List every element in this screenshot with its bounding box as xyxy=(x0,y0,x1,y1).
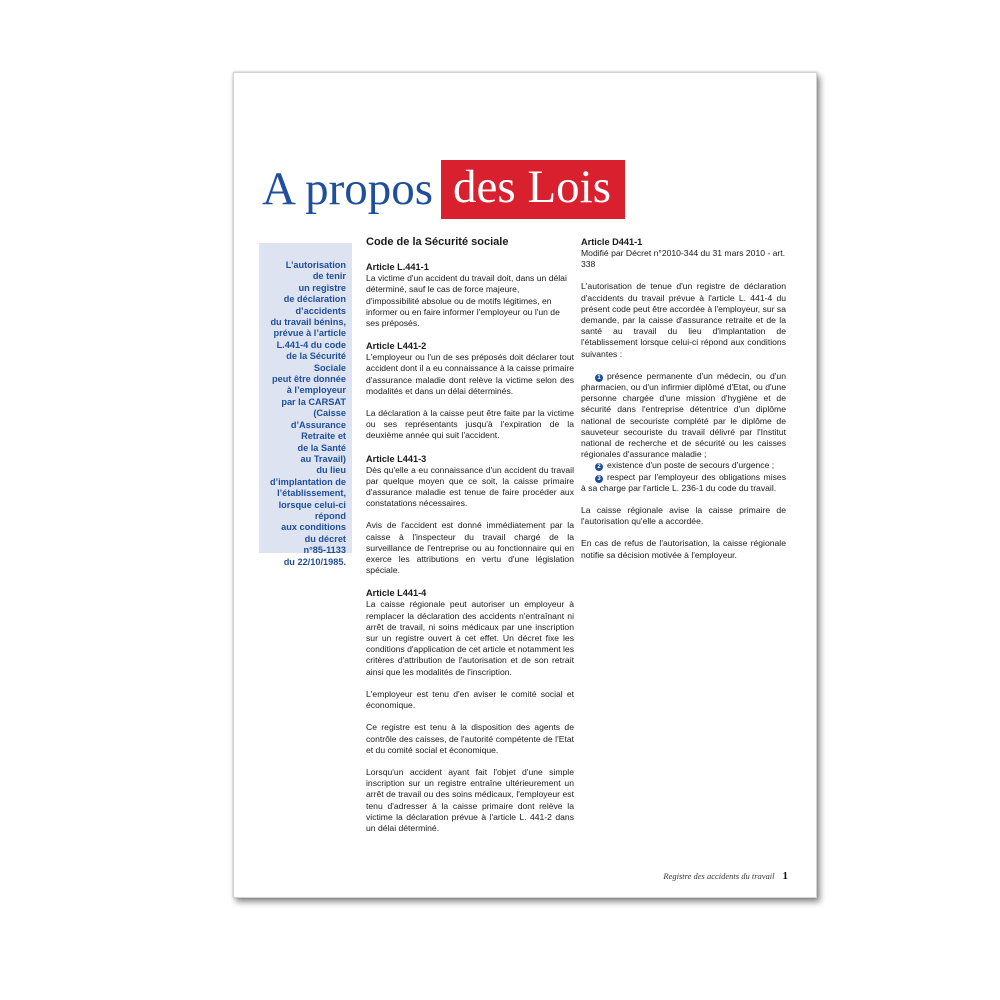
article-l441-2 xyxy=(366,341,574,441)
list-item xyxy=(581,472,786,494)
article-l441-4 xyxy=(366,588,574,834)
section-heading: Code de la Sécurité sociale xyxy=(366,236,509,248)
article-paragraph: La caisse régionale peut autoriser un employeur à remplacer la déclaration des accidents n'entraînant ni arrêt de travail, ni soins médicaux par une inscription sur un registre ouvert à cet effet. Un décret fixe les conditions d'application de cet article et notamment les critères d'attribution de l'autorisation et de son retrait ainsi que les modalités de l'inscription. xyxy=(366,599,575,677)
article-title: Article L.441-1 xyxy=(366,262,429,273)
sidebar-note: L’autorisation de tenir un registre de déclaration d’accidents du travail bénins, prévue à l’article L.441-4 du code de la Sécurité Sociale peut être donnée à l’employeur par la CARSAT (Caisse d’Assurance Retraite et de la Santé au Travail) du lieu d’implantation de l’établissement, lorsque celui-ci répond aux conditions du décret n°85-1133 du 22/10/1985. xyxy=(259,243,352,553)
article-paragraph: La caisse régionale avise la caisse primaire de l'autorisation qu'elle a accordée. xyxy=(581,505,786,527)
list-item-text: existence d'un poste de secours d'urgence ; xyxy=(607,460,775,471)
list-item-text: respect par l'employeur des obligations mises à sa charge par l'article L. 236-1 du code du travail. xyxy=(581,471,786,493)
article-paragraph: L'employeur ou l'un de ses préposés doit déclarer tout accident dont il a eu connaissance à la caisse primaire d'assurance maladie dont relève la victime selon des modalités et dans un délai déterminés. xyxy=(366,352,574,396)
article-paragraph: Ce registre est tenu à la disposition des agents de contrôle des caisses, de l'autorité compétente de l'Etat et du comité social et économique. xyxy=(366,722,574,755)
article-paragraph: En cas de refus de l'autorisation, la caisse régionale notifie sa décision motivée à l'employeur. xyxy=(581,538,786,560)
page-footer xyxy=(663,870,788,882)
page-title xyxy=(262,161,625,217)
footer-title: Registre des accidents du travail xyxy=(663,871,775,881)
document-page xyxy=(233,72,817,898)
page-number: 1 xyxy=(782,870,788,882)
article-l441-3 xyxy=(366,454,574,577)
list-item-text: présence permanente d'un médecin, ou d'un pharmacien, ou d'un infirmier diplômé d'Etat, ou d'une personne chargée d'une mission d'hygiène et de sécurité dans l'entreprise détentrice d'un diplôme national de secouriste complété par le diplôme de sauveteur secouriste du travail délivré par l'Institut national de recherche et de sécurité ou les caisses régionales d'assurance maladie ; xyxy=(581,370,786,460)
column-2 xyxy=(581,237,786,572)
title-part-2: des Lois xyxy=(441,160,625,219)
list-item xyxy=(581,460,786,471)
article-paragraph: L'employeur est tenu d'en aviser le comité social et économique. xyxy=(366,688,574,711)
article-paragraph: Avis de l'accident est donné immédiatement par la caisse à l'inspecteur du travail chargé de la surveillance de l'entreprise ou au fonctionnaire qui en exerce les attributions en vertu d'une législation spéciale. xyxy=(366,520,574,576)
number-1-icon: 1 xyxy=(595,374,603,382)
article-subtitle: Modifié par Décret n°2010-344 du 31 mars 2010 - art. 338 xyxy=(581,248,786,270)
article-paragraph: La déclaration à la caisse peut être faite par la victime ou ses représentants jusqu'à l'expiration de la deuxième année qui suit l'accident. xyxy=(366,408,574,441)
article-title: Article D441-1 xyxy=(581,237,643,247)
list-item xyxy=(581,371,786,461)
title-part-1: A propos xyxy=(262,162,434,215)
article-title: Article L441-3 xyxy=(366,453,427,464)
article-title: Article L441-4 xyxy=(366,588,427,599)
number-2-icon: 2 xyxy=(595,463,603,471)
column-1 xyxy=(366,237,574,846)
article-title: Article L441-2 xyxy=(366,341,427,352)
article-l441-1 xyxy=(366,262,574,329)
number-3-icon: 3 xyxy=(595,475,603,483)
conditions-list xyxy=(581,371,786,494)
article-paragraph: Lorsqu'un accident ayant fait l'objet d'une simple inscription sur un registre entraîne ultérieurement un arrêt de travail ou des soins médicaux, l'employeur est tenu d'adresser à la caisse primaire dont relève la victime la déclaration prévue à l'article L. 441-2 dans un délai déterminé. xyxy=(366,766,574,833)
article-paragraph: La victime d'un accident du travail doit, dans un délai déterminé, sauf le cas de force majeure, d'impossibilité absolue ou de motifs légitimes, en informer ou en faire informer l'employeur ou l'un de ses préposés. xyxy=(366,273,567,329)
article-intro: L'autorisation de tenue d'un registre de déclaration d'accidents du travail prévue à l'article L. 441-4 du présent code peut être accordée à l'employeur, sur sa demande, par la caisse d'assurance retraite et de la santé au travail du lieu d'implantation de l'établissement lorsque celui-ci répond aux conditions suivantes : xyxy=(581,281,786,359)
article-paragraph: Dès qu'elle a eu connaissance d'un accident du travail par quelque moyen que ce soit, la caisse primaire d'assurance maladie est tenue de faire procéder aux constatations nécessaires. xyxy=(366,464,574,509)
